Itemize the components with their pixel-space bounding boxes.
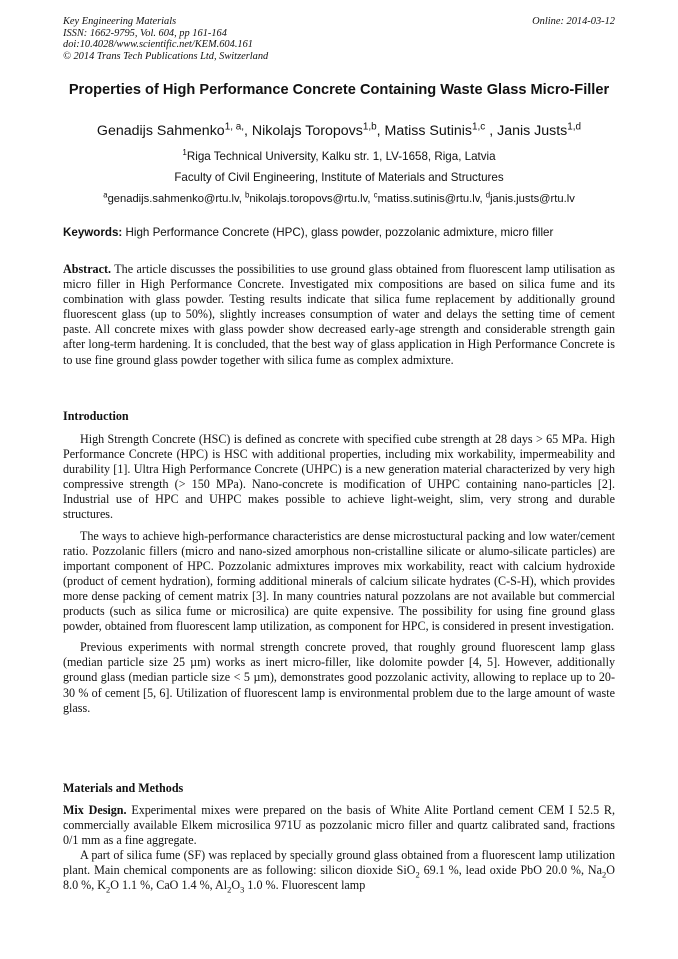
paragraph: High Strength Concrete (HSC) is defined as concrete with specified cube strength at 28 days > 65 MPa. High Performance Concrete (HPC) is HSC with additional properties, including mix workability, impermeability and durability [1]. Ultra High Performance Concrete (UHPC) is a new generation material characterized by very high compressive strength (> 150 MPa). Nano-concrete is modification of UHPC containing nano-particles [2]. Industrial use of HPC and UHPC makes possible to achieve light-weight, slim, very strong and durable structures. xyxy=(63,432,615,522)
abstract-text: The article discusses the possibilities to use ground glass obtained from fluorescent lamp utilisation as micro filler in High Performance Concrete. Investigated mix compositions are based on silica fume and its combination with glass powder. Testing results indicate that silica fume replacement by additionally ground fluorescent glass (up to 50%), slightly increases consumption of water and delays the setting time of cement paste. All concrete mixes with glass powder show decreased early-age strength and considerable strength gain after long-term hardening. It is concluded, that the best way of glass application in High Performance Concrete is to use fine ground glass powder together with silica fume as complex admixture. xyxy=(63,262,615,367)
keywords-label: Keywords: xyxy=(63,226,123,239)
email-mark: c xyxy=(373,190,378,200)
keywords-line xyxy=(63,226,623,240)
text-run: 1.0 %. Fluorescent lamp xyxy=(244,878,366,893)
subscript: 2 xyxy=(106,884,111,895)
online-date: Online: 2014-03-12 xyxy=(532,16,615,27)
subscript: 2 xyxy=(602,869,607,880)
paragraph: Previous experiments with normal strength concrete proved, that roughly ground fluorescent lamp glass (median particle size 25 µm) works as inert micro-filler, like dolomite powder [4, 5]. However, additionally ground glass (median particle size < 5 µm), demonstrates good pozzolanic activity, allowing to replace up to 20-30 % of cement [5, 6]. Utilization of fluorescent lamp is environmental problem due to the large amount of waste glass. xyxy=(63,640,615,715)
email-address[interactable]: nikolajs.toropovs@rtu.lv xyxy=(249,193,368,205)
email-mark: d xyxy=(485,190,491,200)
author-separator: , xyxy=(485,123,498,139)
text-run: 69.1 %, lead oxide PbO 20.0 %, Na xyxy=(419,863,603,878)
mix-design-label: Mix Design. xyxy=(63,803,127,817)
paragraph xyxy=(63,803,615,848)
issn-line: ISSN: 1662-9795, Vol. 604, pp 161-164 xyxy=(63,27,227,39)
subscript: 2 xyxy=(415,869,420,880)
materials-section xyxy=(63,803,615,894)
abstract-label: Abstract. xyxy=(63,262,112,276)
text-run: O 8.0 %, K xyxy=(63,863,615,893)
author-name: Janis Justs xyxy=(497,123,568,139)
paragraph xyxy=(63,848,615,893)
author-list xyxy=(40,123,638,140)
author-affil-mark: 1,b xyxy=(362,121,377,133)
affiliation-faculty: Faculty of Civil Engineering, Institute of Materials and Structures xyxy=(174,171,504,184)
author-affil-mark: 1,d xyxy=(567,121,582,133)
email-address[interactable]: genadijs.sahmenko@rtu.lv xyxy=(107,193,239,205)
author-separator: , xyxy=(376,123,385,139)
paper-title: Properties of High Performance Concrete Containing Waste Glass Micro-Filler xyxy=(68,82,610,98)
author-separator: , xyxy=(244,123,252,139)
journal-name: Key Engineering Materials xyxy=(63,16,177,27)
text-run: O 1.1 %, CaO 1.4 %, Al xyxy=(110,878,228,893)
journal-header xyxy=(63,16,615,62)
affiliation-text: Riga Technical University, Kalku str. 1, LV-1658, Riga, Latvia xyxy=(186,150,496,163)
text-run: O xyxy=(231,878,241,893)
affiliation-mark: 1 xyxy=(182,148,187,158)
author-name: Nikolajs Toropovs xyxy=(251,123,363,139)
email-mark: a xyxy=(103,190,108,200)
text-run: A part of silica fume (SF) was replaced by specially ground glass obtained from a fluorescent lamp utilization plant. Main chemical components are as following: silicon dioxide SiO xyxy=(63,848,615,878)
affiliation-university xyxy=(63,150,615,164)
introduction-section xyxy=(63,432,615,716)
email-mark: b xyxy=(244,190,250,200)
author-name: Genadijs Sahmenko xyxy=(96,123,225,139)
subscript: 3 xyxy=(240,884,245,895)
mix-design-text: Experimental mixes were prepared on the basis of White Alite Portland cement CEM I 52.5 R, commercially available Elkem microsilica 971U as pozzolanic micro filler and quartz calibrated sand, fractions 0/1 mm as a fine aggregate. xyxy=(63,803,615,848)
abstract xyxy=(63,262,615,368)
keywords-text: High Performance Concrete (HPC), glass powder, pozzolanic admixture, micro filler xyxy=(122,226,554,239)
subscript: 2 xyxy=(227,884,232,895)
copyright-line: © 2014 Trans Tech Publications Ltd, Switzerland xyxy=(63,50,269,62)
author-affil-mark: 1, a, xyxy=(224,121,244,133)
paragraph: The ways to achieve high-performance characteristics are dense microstuctural packing and low water/cement ratio. Pozzolanic fillers (micro and nano-sized amorphous non-cristalline silicate or alumo-silicate particles) are important component of HPC. Pozzolanic admixtures improves mix workability, react with calcium hydroxide (product of cement hydration), forming additional minerals of calcium silicate hydrates (C-S-H), which provides more dense packing of cement matrix [3]. In many countries natural pozzolans are not available but commercial products (such as silica fume or microsilica) are quite expensive. The possibility for using fine ground glass powder, obtained from fluorescent lamp utilization, as component for HPC, is considered in present investigation. xyxy=(63,528,615,634)
doi-line: doi:10.4028/www.scientific.net/KEM.604.161 xyxy=(63,39,253,51)
email-address[interactable]: matiss.sutinis@rtu.lv xyxy=(377,193,480,205)
email-address[interactable]: janis.justs@rtu.lv xyxy=(490,193,575,205)
author-emails xyxy=(63,192,615,206)
email-separator: , xyxy=(367,193,374,205)
section-heading-introduction: Introduction xyxy=(63,409,129,423)
email-separator: , xyxy=(479,193,486,205)
author-name: Matiss Sutinis xyxy=(384,123,473,139)
author-affil-mark: 1,c xyxy=(472,121,486,133)
email-separator: , xyxy=(238,193,245,205)
section-heading-materials: Materials and Methods xyxy=(63,781,184,795)
